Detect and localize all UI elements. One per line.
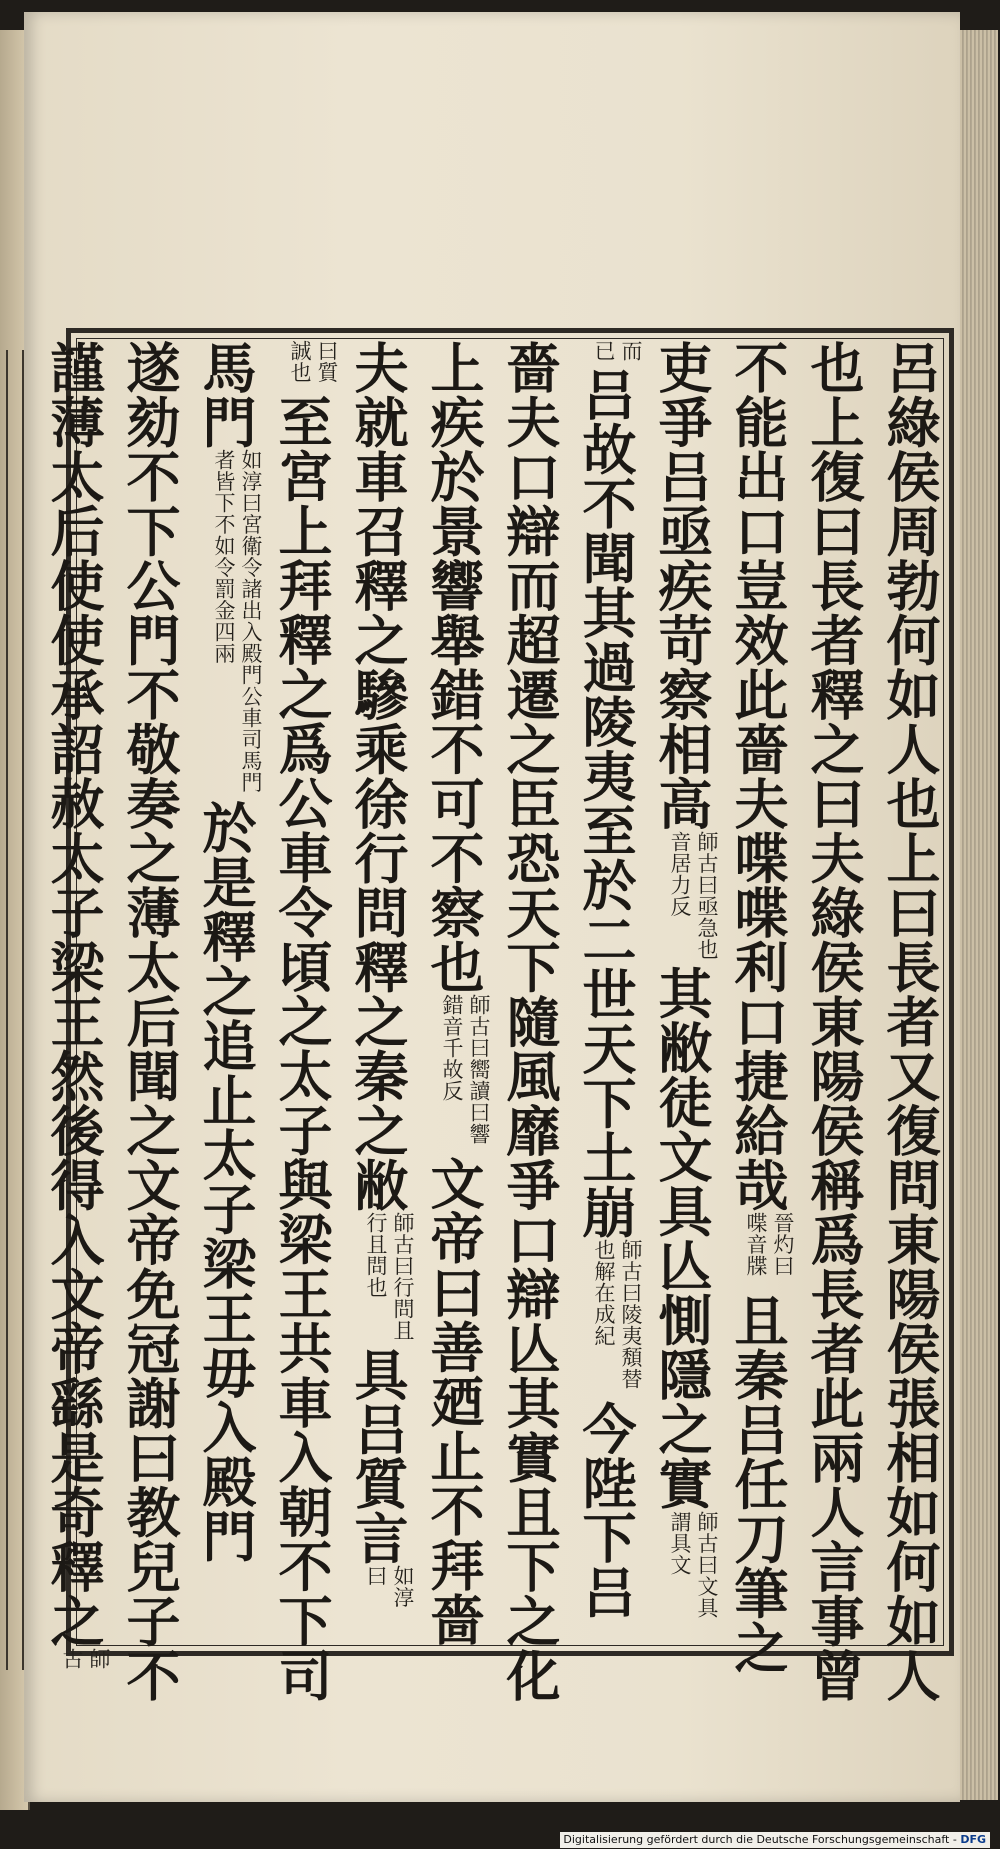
text-column bbox=[416, 340, 492, 1646]
commentary-note: 師古曰嚮讀曰響錯音千故反 bbox=[440, 994, 491, 1145]
digitization-credit: Digitalisierung gefördert durch die Deutsche Forschungsgemeinschaft - DFG bbox=[560, 1832, 990, 1848]
text-column bbox=[264, 340, 340, 1702]
commentary-note: 師古曰文具謂具文 bbox=[668, 1510, 719, 1618]
main-text: 不能出口豈效此嗇夫喋喋利口捷給哉 bbox=[726, 340, 790, 1212]
main-text: 文帝曰善廼止不拜嗇 bbox=[422, 1156, 486, 1647]
commentary-note: 師古 bbox=[60, 1648, 111, 1670]
main-text: 吏爭吕亟疾苛察相高 bbox=[650, 340, 714, 831]
text-column bbox=[340, 340, 416, 1646]
main-text: 夫就車召釋之驂乘徐行問釋之秦之敝 bbox=[346, 340, 410, 1212]
text-column bbox=[36, 340, 112, 1670]
text-column bbox=[188, 340, 264, 1646]
text-column bbox=[568, 340, 644, 1646]
main-text: 也上復曰長者釋之曰夫綠侯東陽侯稱爲長者此兩人言事曾 bbox=[802, 340, 866, 1703]
commentary-note: 如淳曰宮衛令諸出入殿門公車司馬門者皆下不如令罰金四兩 bbox=[212, 449, 263, 793]
main-text: 上疾於景響舉錯不可不察也 bbox=[422, 340, 486, 994]
commentary-note: 師古曰亟急也音居力反 bbox=[668, 830, 719, 960]
text-column bbox=[112, 340, 188, 1703]
main-text: 謹薄太后使使承詔赦太子梁王然後得入文帝繇是奇釋之 bbox=[42, 340, 106, 1648]
text-columns bbox=[42, 340, 948, 1703]
text-column bbox=[492, 340, 568, 1703]
text-column bbox=[796, 340, 872, 1703]
main-text: 吕故不聞其過陵夷至於二世天下土崩 bbox=[574, 367, 638, 1239]
commentary-note: 而已 bbox=[592, 340, 643, 362]
commentary-note: 晉灼曰喋音牒 bbox=[744, 1212, 795, 1277]
main-text: 馬門 bbox=[194, 340, 258, 449]
main-text: 於是釋之追止太子梁王毋入殿門 bbox=[194, 800, 258, 1563]
commentary-note: 師古曰陵夷頽替也解在成紀 bbox=[592, 1239, 643, 1390]
commentary-note: 如淳曰 bbox=[364, 1565, 415, 1608]
main-text: 呂綠侯周勃何如人也上曰長者又復問東陽侯張相如何如人 bbox=[878, 340, 942, 1703]
main-text: 具吕質言 bbox=[346, 1347, 410, 1565]
facing-page-border bbox=[6, 350, 24, 1670]
main-text: 今陛下吕 bbox=[574, 1401, 638, 1619]
commentary-note: 師古曰行問且行且問也 bbox=[364, 1212, 415, 1341]
main-text: 嗇夫口辯而超遷之臣恐天下隨風靡爭口辯亾其實且下之化 bbox=[498, 340, 562, 1703]
credit-text: Digitalisierung gefördert durch die Deutsche Forschungsgemeinschaft bbox=[563, 1833, 950, 1846]
main-text: 遂劾不下公門不敬奏之薄太后聞之文帝免冠謝曰教兒子不 bbox=[118, 340, 182, 1703]
main-text: 其敝徒文具亾惻隱之實 bbox=[650, 965, 714, 1511]
text-column bbox=[720, 340, 796, 1675]
text-column bbox=[872, 340, 948, 1703]
main-text: 且秦吕任刀筆之 bbox=[726, 1293, 790, 1675]
main-text: 至宮上拜釋之爲公車令頃之太子與梁王共車入朝不下司 bbox=[270, 394, 334, 1702]
dfg-logo: DFG bbox=[960, 1833, 986, 1846]
commentary-note: 曰質誠也 bbox=[288, 340, 339, 383]
text-column bbox=[644, 340, 720, 1646]
